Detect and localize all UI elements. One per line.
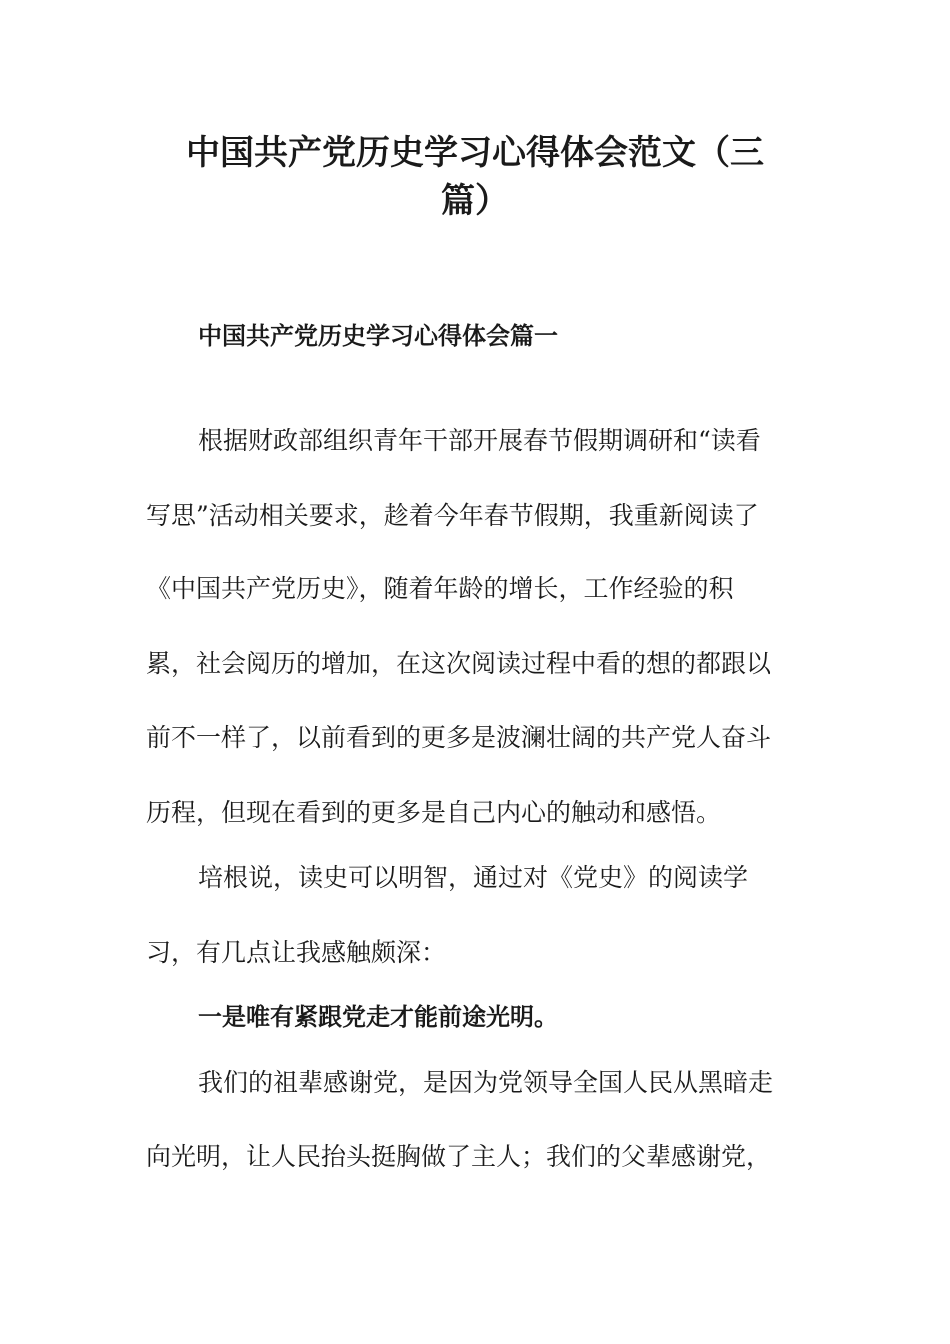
section-heading: 中国共产党历史学习心得体会篇一 [198, 322, 558, 350]
paragraph-line: 我们的祖辈感谢党，是因为党领导全国人民从黑暗走 [198, 1068, 774, 1097]
point-1-heading: 一是唯有紧跟党走才能前途光明。 [198, 1003, 558, 1031]
paragraph-line: 《中国共产党历史》，随着年龄的增长，工作经验的积 [146, 574, 734, 603]
paragraph-line: 培根说，读史可以明智，通过对《党史》的阅读学 [198, 863, 749, 892]
paragraph-line: 写思”活动相关要求，趁着今年春节假期，我重新阅读了 [146, 501, 759, 530]
paragraph-line: 习，有几点让我感触颇深： [146, 938, 447, 967]
paragraph-line: 前不一样了，以前看到的更多是波澜壮阔的共产党人奋斗 [146, 723, 772, 752]
paragraph-line: 根据财政部组织青年干部开展春节假期调研和“读看 [198, 426, 761, 455]
paragraph-line: 历程，但现在看到的更多是自己内心的触动和感悟。 [146, 798, 722, 827]
paragraph-line: 向光明，让人民抬头挺胸做了主人；我们的父辈感谢党， [146, 1142, 772, 1171]
document-title-line-1: 中国共产党历史学习心得体会范文（三 [186, 133, 764, 173]
document-title-line-2: 篇） [441, 181, 509, 221]
paragraph-line: 累，社会阅历的增加，在这次阅读过程中看的想的都跟以 [146, 649, 772, 678]
